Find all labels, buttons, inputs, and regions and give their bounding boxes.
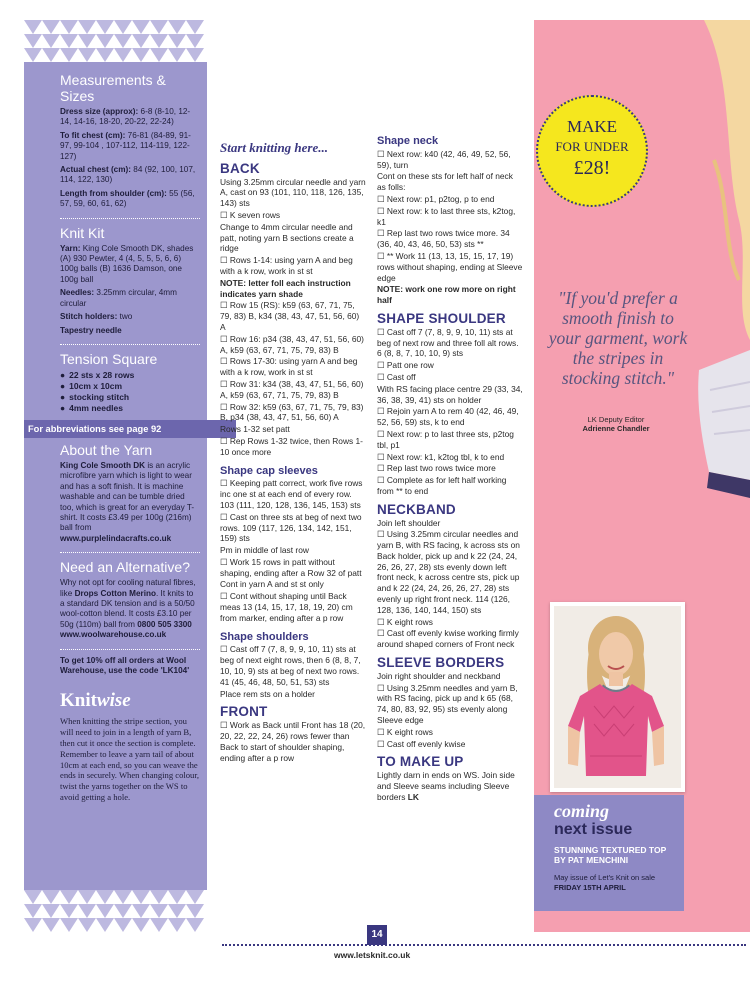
make-up-heading: TO MAKE UP <box>377 754 464 770</box>
pattern-line: ☐ Patt one row <box>377 360 434 371</box>
pattern-line: ☐ Row 16: p34 (38, 43, 47, 51, 56, 60) A, k59 (63, 67, 71, 75, 79, 83) B <box>220 333 364 355</box>
pattern-line: ☐ Cast off evenly kwise <box>377 738 466 749</box>
pattern-line: ☐ Cont without shaping until Back meas 13 (14, 15, 17, 18, 19, 20) cm from marker, ending after a p row <box>220 591 353 623</box>
pattern-line: ☐ K eight rows <box>377 726 433 737</box>
coming-next-issue <box>534 795 684 911</box>
divider <box>60 649 200 650</box>
tension-heading: Tension Square <box>60 350 158 367</box>
pattern-line: ☐ Row 32: k59 (63, 67, 71, 75, 79, 83) B, p34 (38, 43, 47, 51, 56, 60) A <box>220 401 364 423</box>
yarn-info: Yarn: King Cole Smooth DK, shades (A) 930 Pewter, 4 (4, 5, 5, 5, 6, 6) 100g balls (B) 1636 Damson, one 100g ball <box>60 243 194 284</box>
holders-info: Stitch holders: two <box>60 312 133 322</box>
about-yarn-heading: About the Yarn <box>60 441 153 458</box>
next-issue-photo <box>550 602 685 792</box>
measurements-heading: Measurements & Sizes <box>60 72 166 104</box>
shoulders-heading: Shape shoulders <box>220 630 309 643</box>
divider <box>60 344 200 345</box>
pattern-line: ☐ Cast off 7 (7, 8, 9, 9, 10, 11) sts at beg of next eight rows, then 6 (8, 8, 7, 10, 10, 9) sts at beg of next two rows. 41 (45, 46, 48, 50, 51, 53) sts <box>220 644 361 687</box>
pattern-line: Cont in yarn A and st st only <box>220 579 324 590</box>
pattern-line: ☐ Rows 1-14: using yarn A and beg with a k row, work in st st <box>220 255 353 276</box>
pattern-line: ☐ Using 3.25mm circular needles and yarn B, with RS facing, k across sts on Back holder, pick up and k 22 (24, 24, 26, 26, 27, 28) sts evenly down left front neck, k across centre sts, pick up and k 22 (24, 24, 26, 26, 27, 28) sts evenly up right front neck. 114 (126, 128, 136, 140, 144, 150) sts <box>377 529 520 615</box>
pattern-line: ☐ Next row: k40 (42, 46, 49, 52, 56, 59), turn <box>377 148 511 170</box>
pattern-line: ☐ Next row: k1, k2tog tbl, k to end <box>377 451 505 462</box>
pattern-line: ☐ K eight rows <box>377 616 433 627</box>
yarn-note: NOTE: letter foll each instruction indicates yarn shade <box>220 277 351 299</box>
sleeve-borders-heading: SLEEVE BORDERS <box>377 655 505 671</box>
to-fit-chest: To fit chest (cm): 76-81 (84-89, 91-97, 99-104 , 107-112, 114-119, 122-127) <box>60 130 191 161</box>
pattern-line: Change to 4mm circular needle and patt, noting yarn B sections create a ridge <box>220 221 354 254</box>
website-link[interactable]: www.letsknit.co.uk <box>334 950 411 960</box>
tension-item: ● 10cm x 10cm <box>60 381 200 392</box>
sidebar-panel <box>24 20 207 932</box>
yarn-shop-link[interactable]: www.purplelindacrafts.co.uk <box>60 533 172 543</box>
next-issue-teaser: STUNNING TEXTURED TOP BY PAT MENCHINI <box>554 845 667 865</box>
quote-attribution: LK Deputy Editor Adrienne Chandler <box>582 415 650 433</box>
pattern-line: ☐ Rows 17-30: using yarn A and beg with a k row, work in st st <box>220 356 358 378</box>
alternative-heading: Need an Alternative? <box>60 559 190 576</box>
shape-shoulder-heading: SHAPE SHOULDER <box>377 310 506 326</box>
tension-item: ● 22 sts x 28 rows <box>60 370 200 381</box>
pattern-column-2 <box>377 136 523 804</box>
pattern-line: Join left shoulder <box>377 517 441 528</box>
pattern-line: ☐ Rep Rows 1-32 twice, then Rows 1-10 once more <box>220 435 363 457</box>
pattern-line: Using 3.25mm circular needle and yarn A, cast on 93 (101, 110, 118, 126, 135, 143) sts <box>220 176 366 209</box>
tension-item: ● 4mm needles <box>60 403 200 414</box>
page-number: 14 <box>367 925 387 945</box>
tension-item: ● stocking stitch <box>60 392 200 403</box>
pattern-line: ☐ Complete as for left half working from ** to end <box>377 475 507 496</box>
cap-sleeves-heading: Shape cap sleeves <box>220 464 318 477</box>
make-up-text: Lightly darn in ends on WS. Join side and Sleeve seams including Sleeve borders LK <box>377 770 515 802</box>
pattern-line: ☐ Rep last two rows twice more. 34 (36, 40, 43, 46, 50, 53) sts ** <box>377 228 510 250</box>
pattern-line: Rows 1-32 set patt <box>220 424 290 435</box>
pattern-line: Cont on these sts for left half of neck as folls: <box>377 171 513 193</box>
pattern-line: ☐ Row 15 (RS): k59 (63, 67, 71, 75, 79, 83) B, k34 (38, 43, 47, 51, 56, 60) A <box>220 300 360 332</box>
tapestry-info: Tapestry needle <box>60 325 122 335</box>
pattern-line: ☐ Cast off <box>377 371 416 382</box>
tension-list <box>60 370 200 414</box>
dress-size: Dress size (approx): 6-8 (8-10, 12-14, 14-16, 18-20, 20-22, 22-24) <box>60 107 191 127</box>
pattern-line: ☐ Row 31: k34 (38, 43, 47, 51, 56, 60) A, k59 (63, 67, 71, 75, 79, 83) B <box>220 378 364 400</box>
abbreviations-banner: For abbreviations see page 92 <box>24 420 236 438</box>
price-badge: MAKE FOR UNDER £28! <box>536 95 648 207</box>
length-from-shoulder: Length from shoulder (cm): 55 (56, 57, 59, 60, 61, 62) <box>60 188 195 209</box>
pattern-line: ☐ Work as Back until Front has 18 (20, 20, 22, 22, 24, 26) rows fewer than Back to start of shoulder shaping, ending after a p row <box>220 720 366 763</box>
pattern-line: ☐ Next row: p1, p2tog, p to end <box>377 193 495 204</box>
pattern-line: ☐ Keeping patt correct, work five rows inc one st at each end of every row. 103 (111, 120, 128, 136, 145, 153) sts <box>220 478 363 510</box>
shape-neck-heading: Shape neck <box>377 135 439 147</box>
back-heading: BACK <box>220 160 260 176</box>
pattern-line: Pm in middle of last row <box>220 545 309 556</box>
pattern-line: ☐ K seven rows <box>220 209 281 220</box>
sidebar-content <box>28 72 200 803</box>
neckband-heading: NECKBAND <box>377 501 456 517</box>
on-sale-info: May issue of Let's Knit on sale FRIDAY 15TH APRIL <box>554 873 656 892</box>
model-image <box>554 606 681 788</box>
editor-quote: "If you'd prefer a smooth finish to your garment, work the stripes in stocking stitch." <box>548 288 688 388</box>
actual-chest: Actual chest (cm): 84 (92, 100, 107, 114, 122, 130) <box>60 165 196 185</box>
knit-pattern-bottom <box>24 890 207 932</box>
about-yarn-text: King Cole Smooth DK is an acrylic microfibre yarn which is light to wear and has a soft finish. It is machine washable and can be tumble dried too, which is great for an everyday T-shirt. It costs £3.49 per 100g (216m) ball from www.purplelindacrafts.co.uk <box>60 460 195 543</box>
pattern-line: With RS facing place centre 29 (33, 34, 36, 38, 39, 41) sts on holder <box>377 383 523 405</box>
pattern-line: ☐ Next row: p to last three sts, p2tog tbl, p1 <box>377 428 514 450</box>
pattern-line: Join right shoulder and neckband <box>377 670 501 681</box>
neck-note: NOTE: work one row more on right half <box>377 284 516 306</box>
needles-info: Needles: 3.25mm circular, 4mm circular <box>60 288 177 308</box>
knit-kit-heading: Knit Kit <box>60 224 105 241</box>
pattern-line: ☐ Rep last two rows twice more <box>377 463 496 474</box>
knitwise-heading: Knitwise <box>60 690 131 712</box>
pattern-line: ☐ Using 3.25mm needles and yarn B, with RS facing, pick up and k 65 (68, 74, 80, 83, 92, 95) sts evenly along Sleeve edge <box>377 682 518 726</box>
coming-label: coming <box>554 801 610 821</box>
pattern-line: ☐ Cast off evenly kwise working firmly around shaped corners of Front neck <box>377 628 519 650</box>
front-heading: FRONT <box>220 704 268 720</box>
wool-warehouse-link[interactable]: www.woolwarehouse.co.uk <box>60 630 167 640</box>
divider <box>60 218 200 219</box>
pattern-line: ☐ Cast on three sts at beg of next two rows. 109 (117, 126, 134, 142, 151, 159) sts <box>220 511 362 544</box>
alternative-text: Why not opt for cooling natural fibres, like Drops Cotton Merino. It knits to a standard DK tension and is a 50/50 wool-cotton blend. It costs £3.10 per 50g (110m) ball from 0800 505 3300 www.woolwarehouse.co.uk <box>60 578 196 640</box>
knitwise-text: When knitting the stripe section, you will need to join in a length of yarn B, then cut it once the section is complete. Remember to leave a yarn tail of about 10cm at each end, so you can weave the ends in securely. When changing colour, twist the yarns together on the WS to avoid getting a hole. <box>60 716 200 802</box>
next-issue-label: next issue <box>554 821 633 838</box>
pattern-line: ☐ Next row: k to last three sts, k2tog, k1 <box>377 205 516 227</box>
knit-pattern-top <box>24 20 207 62</box>
discount-offer: To get 10% off all orders at Wool Warehouse, use the code 'LK104' <box>60 655 190 675</box>
pattern-line: ☐ ** Work 11 (13, 13, 15, 15, 17, 19) rows without shaping, ending at Sleeve edge <box>377 250 523 283</box>
pattern-line: ☐ Cast off 7 (7, 8, 9, 9, 10, 11) sts at beg of next row and three foll alt rows. 6 (8, 8, 7, 10, 10, 9) sts <box>377 326 519 359</box>
start-heading: Start knitting here... <box>220 140 328 155</box>
pattern-column-1 <box>220 140 366 764</box>
divider <box>60 552 200 553</box>
pattern-line: ☐ Rejoin yarn A to rem 40 (42, 46, 49, 52, 56, 59) sts, k to end <box>377 406 519 428</box>
pattern-line: ☐ Work 15 rows in patt without shaping, ending after a Row 32 of patt <box>220 556 362 578</box>
footer-divider <box>222 944 746 946</box>
pattern-line: Place rem sts on a holder <box>220 688 315 699</box>
